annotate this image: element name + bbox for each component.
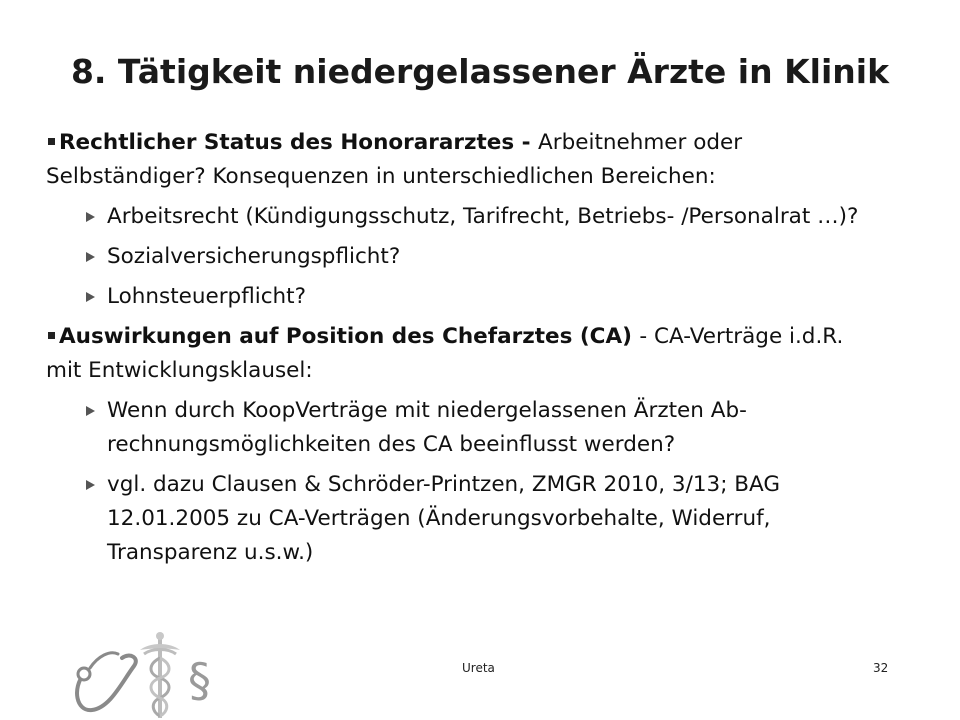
square-bullet-icon — [48, 138, 55, 145]
triangle-bullet-icon — [86, 406, 95, 416]
triangle-bullet-icon — [86, 292, 95, 302]
footer-author: Ureta — [462, 661, 495, 675]
square-bullet-icon — [48, 332, 55, 339]
page-number: 32 — [873, 661, 889, 675]
sub-bullet-2-2-text: vgl. dazu Clausen & Schröder-Printzen, ZMGR 2010, 3/13; BAG 12.01.2005 zu CA-Verträgen (Änderungsvorbehalte, Widerruf, Transparenz u.s.w.) — [107, 472, 781, 565]
stethoscope-caduceus-paragraph-logo — [70, 628, 230, 720]
sub-bullet-2-2 — [46, 468, 876, 570]
bullet-1-bold: Rechtlicher Status des Honorararztes - — [59, 130, 539, 155]
sub-bullet-2-1-text: Wenn durch KoopVerträge mit niedergelassenen Ärzten Ab-rechnungsmöglichkeiten des CA beeinflusst werden? — [107, 398, 747, 457]
triangle-bullet-icon — [86, 212, 95, 222]
sub-bullet-1-2-text: Sozialversicherungspflicht? — [107, 244, 401, 269]
sub-bullet-1-1 — [46, 200, 876, 234]
bullet-2-bold: Auswirkungen auf Position des Chefarztes (CA) — [59, 324, 640, 349]
bullet-1 — [46, 126, 876, 194]
slide-content — [46, 126, 876, 576]
slide-title: 8. Tätigkeit niedergelassener Ärzte in Klinik — [70, 52, 890, 91]
bullet-2 — [46, 320, 876, 388]
sub-bullet-1-1-text: Arbeitsrecht (Kündigungsschutz, Tarifrecht, Betriebs- /Personalrat …)? — [107, 204, 859, 229]
triangle-bullet-icon — [86, 480, 95, 490]
triangle-bullet-icon — [86, 252, 95, 262]
bullet-1-text: Arbeitnehmer oder Selbständiger? Konsequenzen in unterschiedlichen Bereichen: — [46, 130, 743, 189]
bullet-2-text: - CA-Verträge i.d.R. mit Entwicklungsklausel: — [46, 324, 844, 383]
sub-bullet-1-3 — [46, 280, 876, 314]
paragraph-symbol: § — [188, 653, 211, 707]
sub-bullet-1-3-text: Lohnsteuerpflicht? — [107, 284, 307, 309]
sub-bullet-1-2 — [46, 240, 876, 274]
sub-bullet-2-1 — [46, 394, 876, 462]
